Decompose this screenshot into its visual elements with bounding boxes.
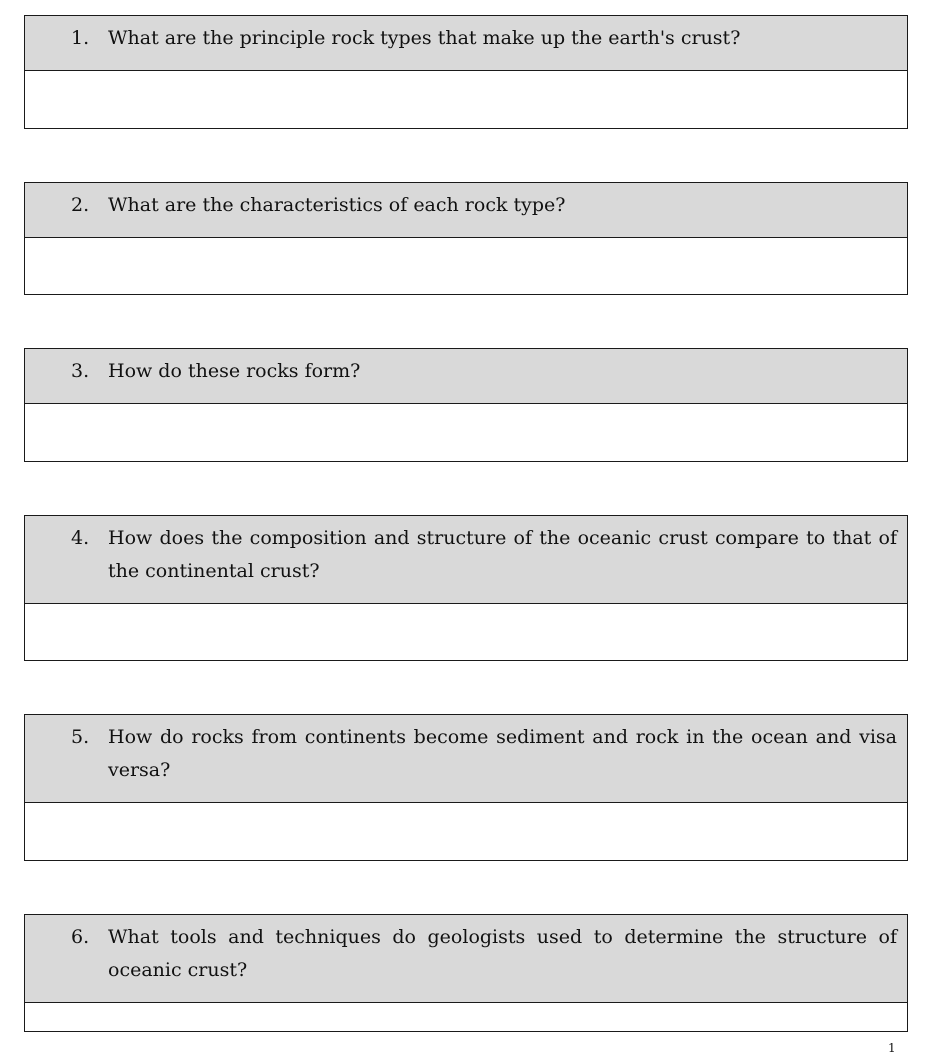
answer-field-5[interactable] — [25, 803, 907, 860]
question-number: 5. — [71, 726, 90, 748]
question-text: How do these rocks form? — [108, 360, 361, 382]
answer-field-3[interactable] — [25, 404, 907, 461]
question-text: How do rocks from continents become sediment and rock in the ocean and visa versa? — [108, 726, 897, 781]
question-header-6 — [25, 915, 907, 1003]
question-header-5 — [25, 715, 907, 803]
question-box-2 — [24, 182, 908, 295]
question-text: What are the characteristics of each rock type? — [108, 194, 566, 216]
question-number: 6. — [71, 926, 90, 948]
answer-field-2[interactable] — [25, 238, 907, 294]
question-text: What are the principle rock types that make up the earth's crust? — [108, 27, 741, 49]
question-header-4 — [25, 516, 907, 604]
question-number: 2. — [71, 194, 90, 216]
question-text: How does the composition and structure of the oceanic crust compare to that of the continental crust? — [108, 527, 897, 582]
question-number: 3. — [71, 360, 90, 382]
page-number: 1 — [888, 1041, 896, 1055]
answer-field-4[interactable] — [25, 604, 907, 660]
question-box-5 — [24, 714, 908, 861]
question-box-1 — [24, 15, 908, 129]
answer-field-6[interactable] — [25, 1003, 907, 1031]
question-box-3 — [24, 348, 908, 462]
answer-field-1[interactable] — [25, 71, 907, 128]
question-header-3 — [25, 349, 907, 404]
question-number: 1. — [71, 27, 90, 49]
question-header-2 — [25, 183, 907, 238]
question-text: What tools and techniques do geologists used to determine the structure of oceanic crust? — [108, 926, 897, 981]
question-number: 4. — [71, 527, 90, 549]
question-box-6 — [24, 914, 908, 1032]
question-header-1 — [25, 16, 907, 71]
question-box-4 — [24, 515, 908, 661]
